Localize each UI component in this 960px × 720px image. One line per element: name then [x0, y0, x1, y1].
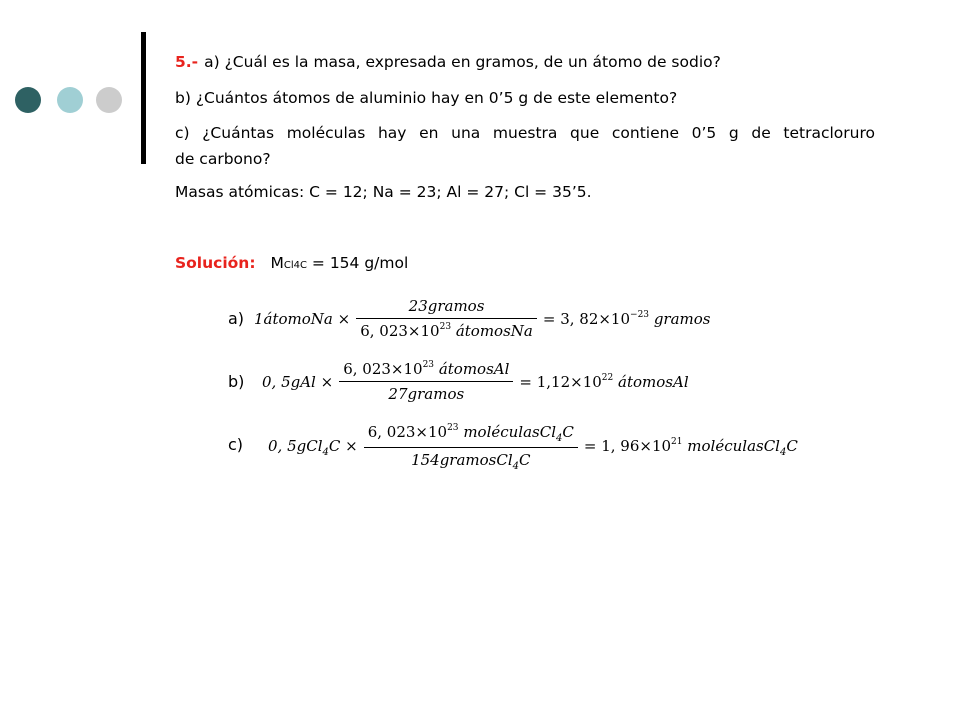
equation-a-label: a): [228, 309, 245, 328]
question-c-line1: c) ¿Cuántas moléculas hay en una muestra que contiene 0’5 g de tetracloruro: [175, 124, 875, 142]
eq-a-fraction: [356, 297, 537, 340]
molar-mass-value: = 154 g/mol: [311, 254, 409, 272]
eq-a-lhs: 1átomoNa ×: [254, 309, 351, 328]
eq-a-result: = 3, $82\times 10^{-23}$ gramos: [542, 309, 711, 328]
eq-b-denominator: 27gramos: [388, 385, 465, 403]
eq-c-result: = 1, $96\times 10^{21}$ moléculasCl$_4$C: [583, 437, 798, 458]
eq-b-result: = $1,12\times 10^{22}$ átomosAl: [519, 372, 689, 391]
equation-b: [262, 360, 689, 403]
question-a: a) ¿Cuál es la masa, expresada en gramos, de un átomo de sodio?: [204, 53, 721, 71]
question-a-line: [175, 53, 721, 71]
equation-a: [254, 297, 710, 340]
decor-dot-light-blue: [57, 87, 83, 113]
molar-mass-symbol: M: [270, 254, 284, 272]
eq-c-numerator: 6, $023\times 10^{23}$ moléculasCl$_4$C: [367, 423, 574, 444]
decor-vertical-bar: [141, 32, 146, 164]
eq-c-lhs: 0, 5gCl$_4$C ×: [268, 437, 358, 458]
problem-number: 5.-: [175, 53, 199, 71]
decor-dot-gray: [96, 87, 122, 113]
solution-label: Solución:: [175, 254, 256, 272]
equation-b-label: b): [228, 372, 245, 391]
equation-c: [268, 423, 798, 472]
eq-c-denominator: 154gramosCl$_4$C: [411, 451, 531, 472]
molar-mass-subscript: Cl4C: [283, 260, 307, 271]
question-c-line2: de carbono?: [175, 150, 271, 168]
solution-header: [175, 254, 408, 272]
question-b: b) ¿Cuántos átomos de aluminio hay en 0’5 g de este elemento?: [175, 89, 678, 107]
eq-b-lhs: 0, 5gAl ×: [262, 372, 334, 391]
equation-c-label: c): [228, 435, 244, 454]
decor-dot-dark: [15, 87, 41, 113]
atomic-masses: Masas atómicas: C = 12; Na = 23; Al = 27; Cl = 35’5.: [175, 183, 592, 201]
eq-b-fraction: [339, 360, 513, 403]
eq-b-numerator: 6, $023\times 10^{23}$ átomosAl: [343, 360, 510, 378]
eq-a-denominator: 6, $023\times 10^{23}$ átomosNa: [360, 322, 533, 340]
eq-a-numerator: 23gramos: [408, 297, 485, 315]
eq-c-fraction: [364, 423, 578, 472]
